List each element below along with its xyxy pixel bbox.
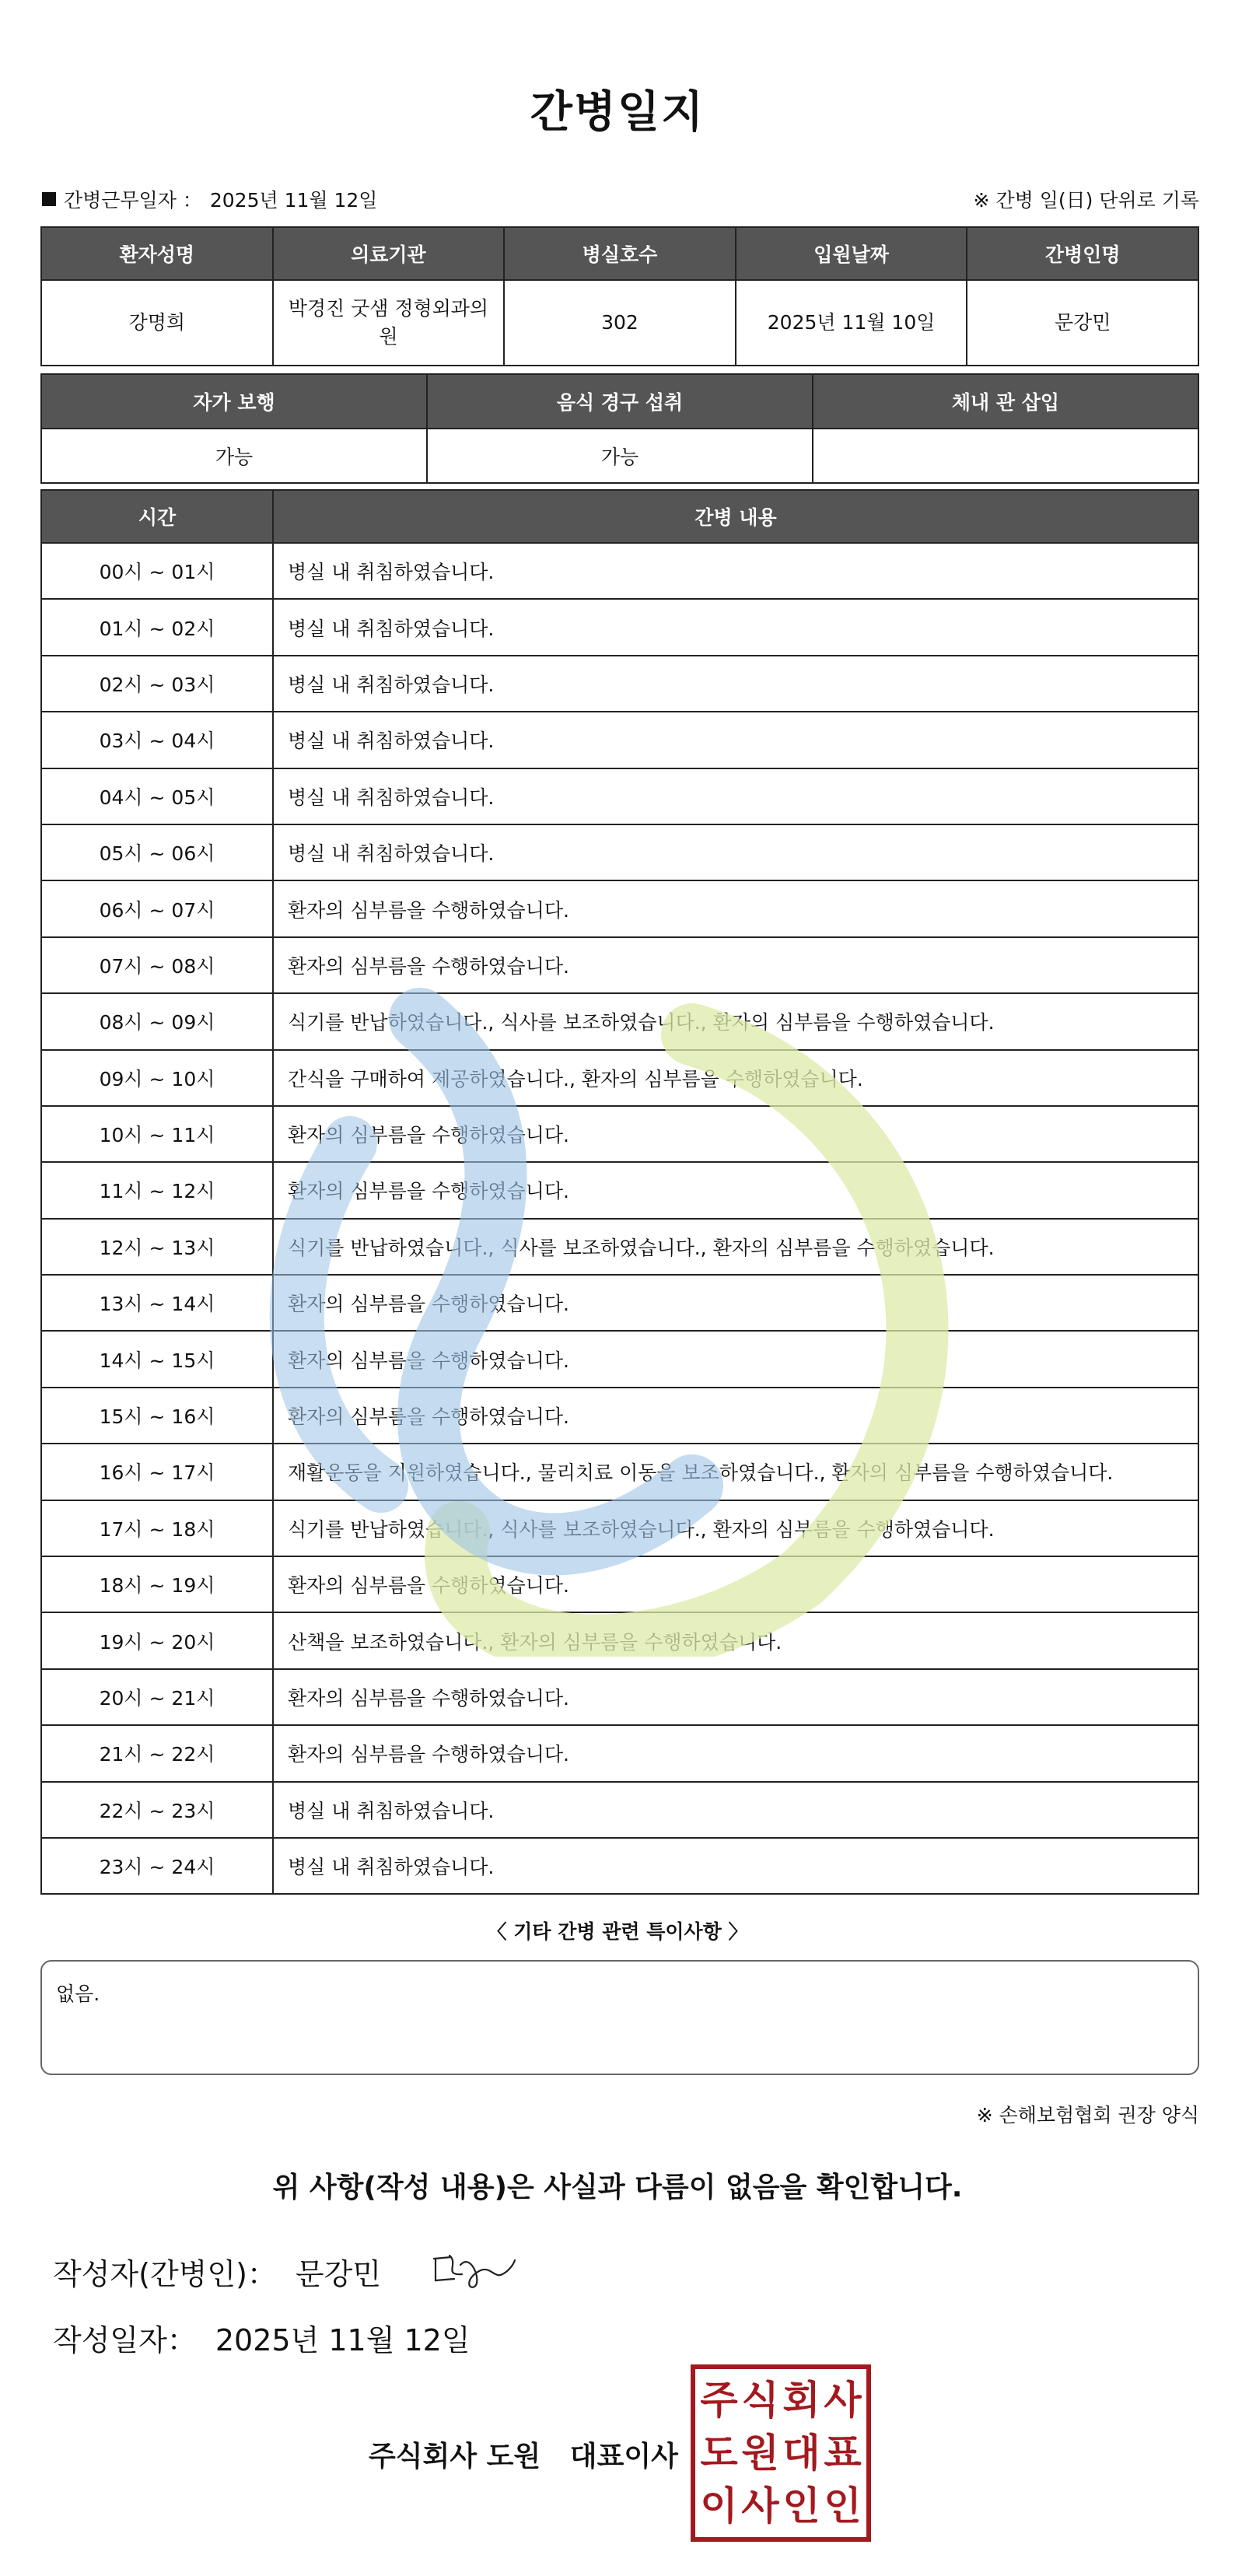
write-date-line	[53, 2316, 471, 2359]
log-time: 10시 ~ 11시	[41, 1106, 273, 1162]
writer-label: 작성자(간병인)：	[53, 2256, 277, 2291]
seal-character: 인	[782, 2483, 820, 2529]
write-date-value: 2025년 11월 12일	[215, 2323, 471, 2357]
writer-name: 문강민	[295, 2256, 382, 2291]
table-row	[41, 937, 1198, 993]
self-walking-value: 가능	[41, 429, 427, 483]
log-content: 병실 내 취침하였습니다.	[273, 1782, 1198, 1838]
company-representative: 주식회사 도원 대표이사	[369, 2441, 678, 2473]
log-time: 16시 ~ 17시	[41, 1444, 273, 1500]
special-notes-text: 없음.	[56, 1983, 100, 2005]
log-content: 병실 내 취침하였습니다.	[273, 712, 1198, 768]
log-time: 21시 ~ 22시	[41, 1725, 273, 1781]
seal-character: 식	[741, 2378, 779, 2423]
log-time: 08시 ~ 09시	[41, 993, 273, 1049]
log-content: 환자의 심부름을 수행하였습니다.	[273, 1106, 1198, 1162]
patient-status-table	[40, 373, 1199, 484]
table-row	[41, 1162, 1198, 1218]
association-form-note: ※ 손해보험협회 권장 양식	[976, 2104, 1199, 2126]
log-content: 병실 내 취침하였습니다.	[273, 543, 1198, 599]
header-care-content: 간병 내용	[273, 490, 1198, 543]
table-row	[41, 1388, 1198, 1444]
log-content: 환자의 심부름을 수행하였습니다.	[273, 880, 1198, 936]
seal-character: 이	[700, 2483, 738, 2529]
log-time: 14시 ~ 15시	[41, 1331, 273, 1387]
work-date-label: 간병근무일자 ：	[64, 189, 202, 212]
hospital-name: 박경진 굿샘 정형외과의원	[273, 280, 505, 366]
table-row	[41, 1782, 1198, 1838]
patient-info-table	[40, 226, 1199, 366]
hourly-care-log-table	[40, 489, 1199, 1895]
table-row	[41, 768, 1198, 824]
table-row	[41, 712, 1198, 768]
log-time: 19시 ~ 20시	[41, 1612, 273, 1668]
table-row	[41, 1556, 1198, 1612]
seal-character: 도	[700, 2431, 738, 2476]
seal-character: 표	[824, 2431, 862, 2476]
log-content: 환자의 심부름을 수행하였습니다.	[273, 1556, 1198, 1612]
table-row	[41, 1612, 1198, 1668]
log-time: 03시 ~ 04시	[41, 712, 273, 768]
table-row	[41, 1669, 1198, 1725]
room-number: 302	[504, 280, 736, 366]
work-date-line	[42, 185, 377, 213]
log-time: 06시 ~ 07시	[41, 880, 273, 936]
table-row	[41, 880, 1198, 936]
log-time: 04시 ~ 05시	[41, 768, 273, 824]
seal-character: 사	[824, 2378, 862, 2423]
seal-character: 대	[782, 2431, 820, 2476]
seal-character: 원	[741, 2431, 779, 2476]
table-row	[41, 1838, 1198, 1894]
log-content: 환자의 심부름을 수행하였습니다.	[273, 937, 1198, 993]
log-time: 00시 ~ 01시	[41, 543, 273, 599]
signature-icon	[428, 2248, 521, 2294]
header-patient-name: 환자성명	[41, 227, 273, 280]
confirmation-statement: 위 사항(작성 내용)은 사실과 다름이 없음을 확인합니다.	[272, 2172, 963, 2203]
log-time: 02시 ~ 03시	[41, 656, 273, 712]
special-notes-box	[40, 1960, 1199, 2075]
seal-character: 회	[782, 2378, 820, 2423]
log-time: 20시 ~ 21시	[41, 1669, 273, 1725]
header-oral-intake: 음식 경구 섭취	[427, 374, 813, 429]
log-content: 재활운동을 지원하였습니다., 물리치료 이동을 보조하였습니다., 환자의 심부름을 수행하였습니다.	[273, 1444, 1198, 1500]
log-content: 산책을 보조하였습니다., 환자의 심부름을 수행하였습니다.	[273, 1612, 1198, 1668]
log-content: 환자의 심부름을 수행하였습니다.	[273, 1725, 1198, 1781]
log-time: 01시 ~ 02시	[41, 599, 273, 655]
log-time: 13시 ~ 14시	[41, 1275, 273, 1331]
record-unit-note: ※ 간병 일(日) 단위로 기록	[973, 189, 1199, 212]
table-row	[41, 993, 1198, 1049]
log-content: 환자의 심부름을 수행하였습니다.	[273, 1331, 1198, 1387]
header-room-number: 병실호수	[504, 227, 736, 280]
notes-label: 〈 기타 간병 관련 특이사항 〉	[487, 1920, 748, 1943]
seal-character: 주	[700, 2378, 738, 2423]
seal-character: 인	[824, 2483, 862, 2529]
table-row	[41, 1050, 1198, 1106]
log-time: 18시 ~ 19시	[41, 1556, 273, 1612]
header-self-walking: 자가 보행	[41, 374, 427, 429]
caregiver-name: 문강민	[967, 280, 1198, 366]
log-content: 환자의 심부름을 수행하였습니다.	[273, 1162, 1198, 1218]
log-time: 12시 ~ 13시	[41, 1219, 273, 1275]
log-content: 병실 내 취침하였습니다.	[273, 1838, 1198, 1894]
work-date-value: 2025년 11월 12일	[209, 189, 378, 212]
tube-insertion-value	[813, 429, 1198, 483]
oral-intake-value: 가능	[427, 429, 813, 483]
admission-date: 2025년 11월 10일	[736, 280, 967, 366]
table-row	[41, 1106, 1198, 1162]
table-row	[41, 599, 1198, 655]
log-content: 환자의 심부름을 수행하였습니다.	[273, 1669, 1198, 1725]
log-content: 병실 내 취침하였습니다.	[273, 599, 1198, 655]
table-row	[41, 1500, 1198, 1556]
table-row	[41, 656, 1198, 712]
write-date-label: 작성일자：	[53, 2323, 197, 2357]
care-log-rows	[41, 543, 1198, 1894]
log-content: 식기를 반납하였습니다., 식사를 보조하였습니다., 환자의 심부름을 수행하였습니다.	[273, 1219, 1198, 1275]
header-admission-date: 입원날짜	[736, 227, 967, 280]
seal-character: 사	[741, 2483, 779, 2529]
header-time: 시간	[41, 490, 273, 543]
log-time: 17시 ~ 18시	[41, 1500, 273, 1556]
log-content: 환자의 심부름을 수행하였습니다.	[273, 1275, 1198, 1331]
header-hospital: 의료기관	[273, 227, 505, 280]
table-row	[41, 1331, 1198, 1387]
page-title: 간병일지	[530, 87, 705, 138]
log-time: 07시 ~ 08시	[41, 937, 273, 993]
log-content: 환자의 심부름을 수행하였습니다.	[273, 1388, 1198, 1444]
log-content: 병실 내 취침하였습니다.	[273, 656, 1198, 712]
log-time: 09시 ~ 10시	[41, 1050, 273, 1106]
writer-line	[53, 2248, 521, 2294]
log-content: 식기를 반납하였습니다., 식사를 보조하였습니다., 환자의 심부름을 수행하였습니다.	[273, 1500, 1198, 1556]
log-time: 11시 ~ 12시	[41, 1162, 273, 1218]
table-row	[41, 1219, 1198, 1275]
company-seal-stamp	[691, 2364, 871, 2542]
log-time: 15시 ~ 16시	[41, 1388, 273, 1444]
table-row	[41, 824, 1198, 880]
table-row	[41, 1444, 1198, 1500]
table-row	[41, 1725, 1198, 1781]
table-row	[41, 1275, 1198, 1331]
log-content: 병실 내 취침하였습니다.	[273, 824, 1198, 880]
patient-name: 강명희	[41, 280, 273, 366]
square-bullet-icon	[42, 192, 56, 206]
header-caregiver-name: 간병인명	[967, 227, 1198, 280]
header-tube-insertion: 체내 관 삽입	[813, 374, 1198, 429]
log-content: 식기를 반납하였습니다., 식사를 보조하였습니다., 환자의 심부름을 수행하였습니다.	[273, 993, 1198, 1049]
log-content: 병실 내 취침하였습니다.	[273, 768, 1198, 824]
log-time: 05시 ~ 06시	[41, 824, 273, 880]
log-time: 23시 ~ 24시	[41, 1838, 273, 1894]
table-row	[41, 543, 1198, 599]
log-time: 22시 ~ 23시	[41, 1782, 273, 1838]
log-content: 간식을 구매하여 제공하였습니다., 환자의 심부름을 수행하였습니다.	[273, 1050, 1198, 1106]
